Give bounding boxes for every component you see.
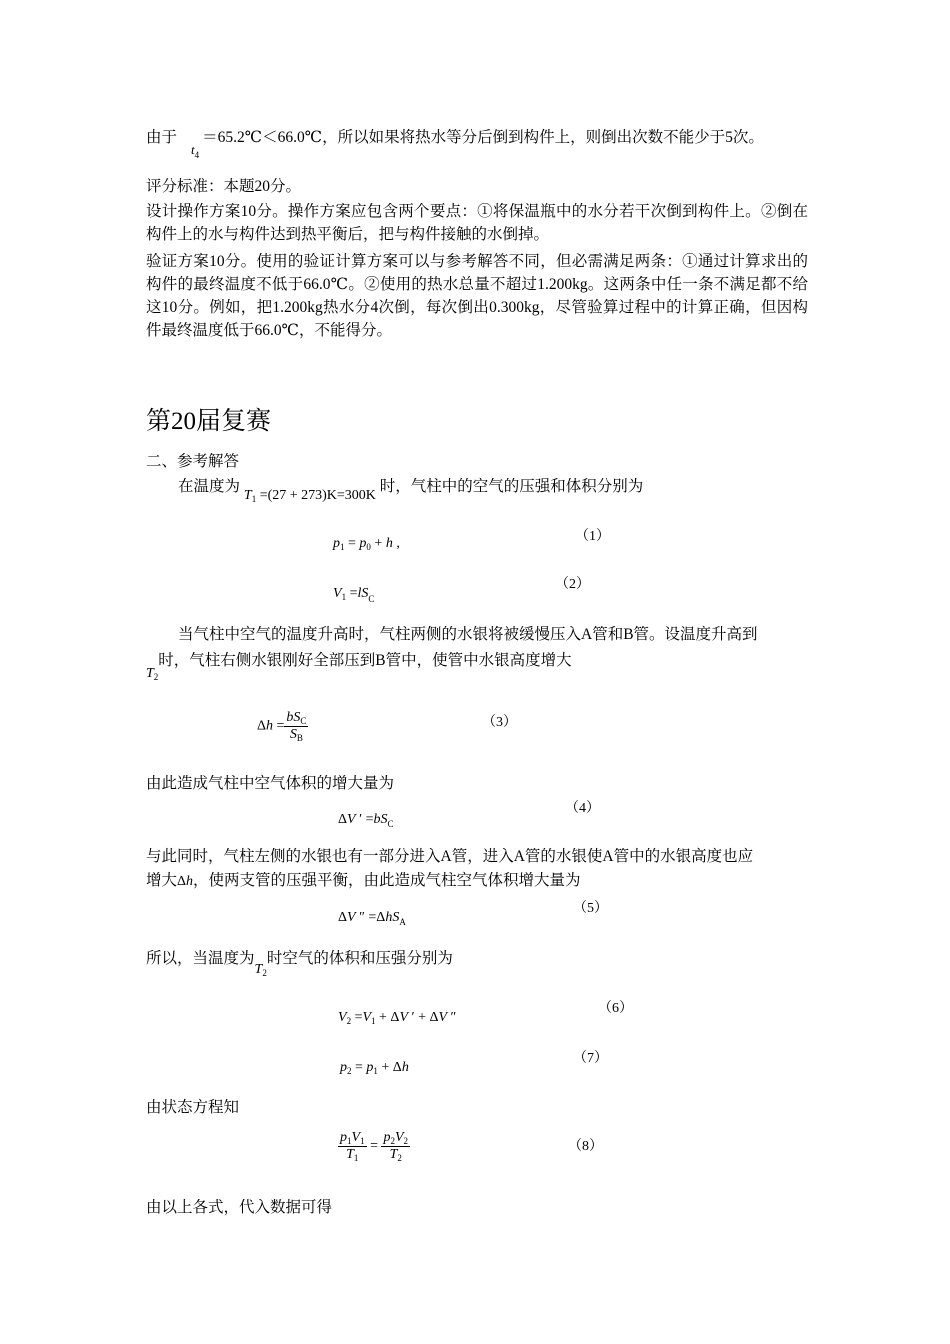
equation-5: ΔV ″ =ΔhS$_A$ <box>338 910 406 927</box>
equation-5-number: （5） <box>573 901 608 916</box>
equation-7-number: （7） <box>573 1051 608 1066</box>
text-so-prefix: 所以，当温度为 <box>146 950 255 967</box>
para-left-line2: 增大Δh，使两支管的压强平衡，由此造成气柱空气体积增大量为 <box>146 872 581 889</box>
equation-4: ΔV ′ $=bS_C$ <box>338 812 394 829</box>
para-left-suffix: ，使两支管的压强平衡，由此造成气柱空气体积增大量为 <box>193 872 581 889</box>
equation-7: $p_2 = p_1 + \Delta h$ <box>340 1060 409 1076</box>
text-so-line <box>146 948 453 978</box>
equation-6: $V_2 =V_1 + \Delta V$ ′ + ΔV ″ <box>338 1010 457 1026</box>
scoring-verify-paragraph: 验证方案10分。使用的验证计算方案可以与参考解答不同，但必需满足两条：①通过计算求出的构件的最终温度不低于66.0℃。②使用的热水总量不超过1.200kg。这两条中任一条不满足都不给这10分。例如，把1.200kg热水分4次倒，每次倒出0.300kg，尽管验算过程中的计算正确，但因构件最终温度低于66.0℃，不能得分。 <box>146 253 808 339</box>
symbol-t: t <box>191 142 195 157</box>
line-t4-comparison <box>146 127 764 160</box>
equation-1-number: （1） <box>575 529 610 544</box>
intro-line <box>178 476 644 504</box>
intro-suffix: 时，气柱中的空气的压强和体积分别为 <box>379 478 644 495</box>
equation-2-number: （2） <box>555 577 590 592</box>
equation-1: $p_1 = p_0 + h$ , <box>333 536 400 552</box>
para-rise-line1: 当气柱中空气的温度升高时，气柱两侧的水银将被缓慢压入A管和B管。设温度升高到 <box>178 626 758 643</box>
equation-8-number: （8） <box>568 1139 603 1154</box>
para-rise-line2-text: 时，气柱右侧水银刚好全部压到B管中，使管中水银高度增大 <box>158 652 572 669</box>
equation-6-number: （6） <box>598 1001 633 1016</box>
symbol-t-subscript: 4 <box>194 150 200 160</box>
equation-3-number: （3） <box>482 715 517 730</box>
text-state-equation: 由状态方程知 <box>146 1099 240 1116</box>
equation-3: Δh = $\frac{bS_C}{S_B}$ <box>257 710 307 743</box>
text-so-suffix: 时空气的体积和压强分别为 <box>266 950 453 967</box>
symbol-T2-second: $T_2$ <box>254 962 267 978</box>
scoring-title: 评分标准：本题20分。 <box>146 178 302 195</box>
section-label: 二、参考解答 <box>146 453 240 470</box>
t1-equation-value: =(27 + 273)K=300K <box>259 488 376 503</box>
para-left-line1: 与此同时，气柱左侧的水银也有一部分进入A管，进入A管的水银使A管中的水银高度也应 <box>146 848 754 865</box>
section-heading: 第20届复赛 <box>146 408 272 435</box>
equation-2: $V_1 =lS_C$ <box>333 586 375 604</box>
para-left-prefix: 增大 <box>146 872 178 889</box>
line1-prefix: 由于 <box>146 129 178 146</box>
line1-rest: ＝65.2℃＜66.0℃，所以如果将热水等分后倒到构件上，则倒出次数不能少于5次。 <box>202 129 764 146</box>
intro-prefix: 在温度为 <box>178 478 241 495</box>
t1-equation: $T_1 =(27 + 273)K=300K$ <box>243 488 376 504</box>
scoring-operation-paragraph: 设计操作方案10分。操作方案应包含两个要点：①将保温瓶中的水分若干次倒到构件上。②倒在构件上的水与构件达到热平衡后，把与构件接触的水倒掉。 <box>146 203 808 243</box>
equation-4-number: （4） <box>565 801 600 816</box>
text-substitute: 由以上各式，代入数据可得 <box>146 1199 333 1216</box>
text-volume-increase: 由此造成气柱中空气体积的增大量为 <box>146 775 395 792</box>
para-rise-line2 <box>146 650 572 682</box>
symbol-T2: $T_2$ <box>146 666 159 682</box>
equation-8: $\frac{p_1V_1}{T_1}$ = $\frac{p_2V_2}{T_2}$ <box>340 1130 409 1163</box>
